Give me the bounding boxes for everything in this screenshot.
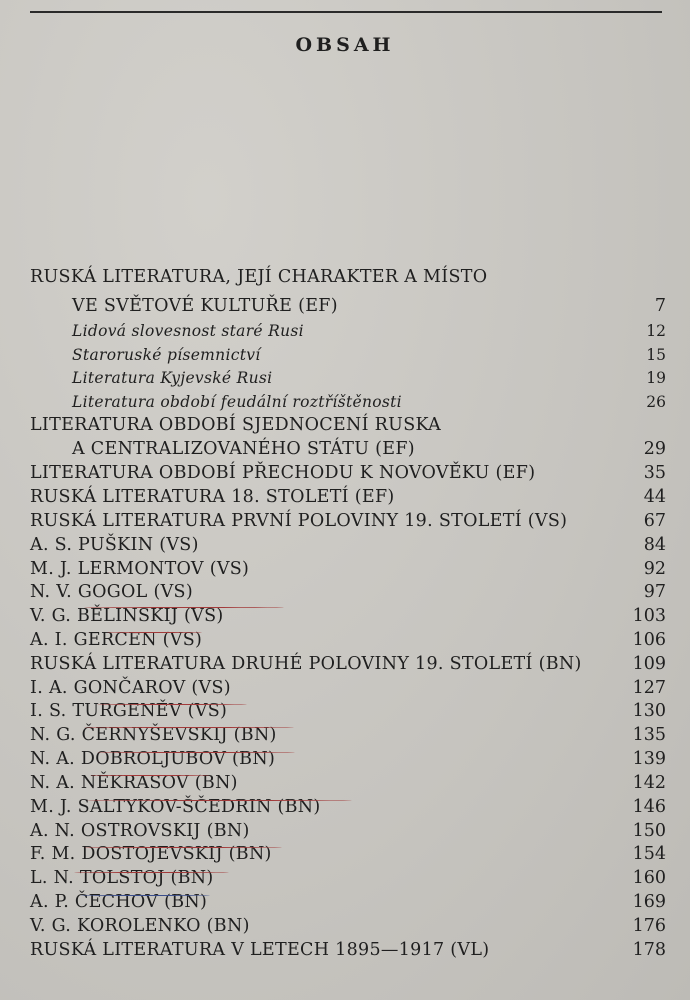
toc-entry-title: RUSKÁ LITERATURA PRVNÍ POLOVINY 19. STOLETÍ (VS) xyxy=(30,511,568,531)
toc-entry xyxy=(0,747,690,771)
toc-entry-page: 29 xyxy=(643,439,666,459)
toc-entry-title: V. G. KOROLENKO (BN) xyxy=(30,916,250,936)
toc-entry xyxy=(0,819,690,843)
pen-underline xyxy=(97,752,295,753)
toc-entry-title: RUSKÁ LITERATURA 18. STOLETÍ (EF) xyxy=(30,487,395,507)
pen-underline xyxy=(84,847,282,848)
toc-entry xyxy=(0,294,690,318)
toc-entry-title: I. A. GONČAROV (VS) xyxy=(30,678,231,698)
toc-entry-page: 154 xyxy=(632,844,666,864)
pen-underline xyxy=(97,704,247,705)
toc-entry-page: 26 xyxy=(646,393,666,411)
toc-entry-title: A. P. ČECHOV (BN) xyxy=(30,892,208,912)
toc-entry-title: F. M. DOSTOJEVSKIJ (BN) xyxy=(30,844,272,864)
toc-entry xyxy=(0,699,690,723)
toc-entry-title: A CENTRALIZOVANÉHO STÁTU (EF) xyxy=(72,439,415,459)
toc-entry-title: N. V. GOGOL (VS) xyxy=(30,582,193,602)
toc-entry xyxy=(0,866,690,890)
toc-entry xyxy=(0,390,690,414)
toc-entry xyxy=(0,319,690,343)
pen-underline xyxy=(107,632,202,633)
toc-entry xyxy=(0,343,690,367)
toc-entry xyxy=(0,842,690,866)
pen-underline xyxy=(84,727,294,728)
toc-entry xyxy=(0,628,690,652)
toc-entry-page: 106 xyxy=(632,630,666,650)
toc-entry-page: 12 xyxy=(646,322,666,340)
toc-entry-page: 127 xyxy=(632,678,666,698)
toc-entry xyxy=(0,890,690,914)
toc-entry-page: 146 xyxy=(632,797,666,817)
toc-entry-title: RUSKÁ LITERATURA DRUHÉ POLOVINY 19. STOLETÍ (BN) xyxy=(30,654,582,674)
toc-entry-title: LITERATURA OBDOBÍ PŘECHODU K NOVOVĚKU (EF) xyxy=(30,463,536,483)
toc-entry-title: A. N. OSTROVSKIJ (BN) xyxy=(30,821,250,841)
toc-entry-page: 169 xyxy=(632,892,666,912)
toc-entry-title: I. S. TURGENĚV (VS) xyxy=(30,701,228,721)
toc-entry-page: 176 xyxy=(632,916,666,936)
toc-entry xyxy=(0,652,690,676)
toc-entry-page: 84 xyxy=(643,535,666,555)
toc-entry-page: 97 xyxy=(643,582,666,602)
pen-underline xyxy=(87,800,352,801)
pen-underline xyxy=(90,775,210,776)
toc-entry-title: A. I. GERCEN (VS) xyxy=(30,630,203,650)
toc-entry-page: 130 xyxy=(632,701,666,721)
toc-entry-page: 19 xyxy=(646,369,666,387)
toc-entry xyxy=(0,676,690,700)
pen-underline xyxy=(80,895,210,896)
toc-entry-title: N. A. NĚKRASOV (BN) xyxy=(30,773,238,793)
toc-entry-page: 103 xyxy=(632,606,666,626)
toc-entry xyxy=(0,461,690,485)
toc-entry xyxy=(0,413,690,437)
toc-entry xyxy=(0,265,690,289)
toc-entry-page: 150 xyxy=(632,821,666,841)
toc-entry-title: Lidová slovesnost staré Rusi xyxy=(72,322,304,340)
pen-underline xyxy=(84,607,284,608)
toc-entry-title: L. N. TOLSTOJ (BN) xyxy=(30,868,214,888)
toc-entry xyxy=(0,580,690,604)
toc-entry-title: M. J. SALTYKOV-ŠČEDRIN (BN) xyxy=(30,797,321,817)
toc-entry xyxy=(0,366,690,390)
toc-entry-title: RUSKÁ LITERATURA V LETECH 1895—1917 (VL) xyxy=(30,940,490,960)
toc-entry-title: A. S. PUŠKIN (VS) xyxy=(30,535,199,555)
toc-entry-page: 15 xyxy=(646,346,666,364)
toc-entry xyxy=(0,509,690,533)
toc-entry-title: RUSKÁ LITERATURA, JEJÍ CHARAKTER A MÍSTO xyxy=(30,267,488,287)
toc-entry xyxy=(0,557,690,581)
toc-entry-page: 92 xyxy=(643,559,666,579)
toc-entry-title: Literatura Kyjevské Rusi xyxy=(72,369,273,387)
toc-entry-page: 7 xyxy=(654,296,666,316)
page-title: OBSAH xyxy=(295,34,395,56)
toc-entry-page: 142 xyxy=(632,773,666,793)
toc-entry-page: 178 xyxy=(632,940,666,960)
pen-underline xyxy=(74,872,229,873)
toc-entry-page: 109 xyxy=(632,654,666,674)
toc-entry-page: 67 xyxy=(643,511,666,531)
top-rule xyxy=(30,11,662,13)
toc-entry-page: 44 xyxy=(643,487,666,507)
toc-entry-page: 139 xyxy=(632,749,666,769)
toc-entry-title: LITERATURA OBDOBÍ SJEDNOCENÍ RUSKA xyxy=(30,415,442,435)
toc-entry-page: 160 xyxy=(632,868,666,888)
toc-entry-title: Literatura období feudální roztříštěnosti xyxy=(72,393,402,411)
toc-entry-title: V. G. BĚLINSKIJ (VS) xyxy=(30,606,224,626)
toc-entry-title: N. G. ČERNYŠEVSKIJ (BN) xyxy=(30,725,277,745)
toc-entry xyxy=(0,795,690,819)
toc-entry-title: M. J. LERMONTOV (VS) xyxy=(30,559,250,579)
toc-entry xyxy=(0,437,690,461)
toc-entry xyxy=(0,533,690,557)
toc-entry xyxy=(0,485,690,509)
toc-entry-page: 135 xyxy=(632,725,666,745)
toc-entry-title: VE SVĚTOVÉ KULTUŘE (EF) xyxy=(72,296,338,316)
toc-entry xyxy=(0,938,690,962)
toc-entry-title: N. A. DOBROLJUBOV (BN) xyxy=(30,749,276,769)
toc-entry xyxy=(0,914,690,938)
toc-entry-page: 35 xyxy=(643,463,666,483)
toc-entry-title: Staroruské písemnictví xyxy=(72,346,261,364)
